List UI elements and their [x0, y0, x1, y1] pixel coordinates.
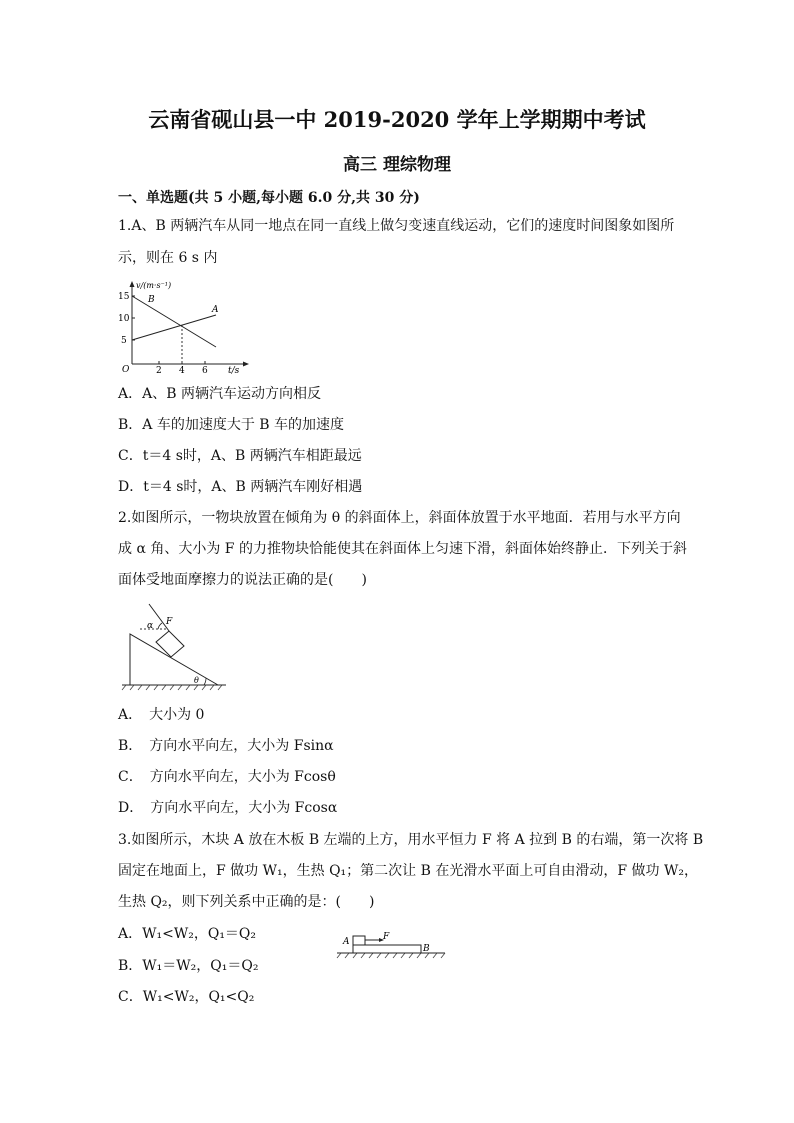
page-title: 云南省砚山县一中 2019-2020 学年上学期期中考试 — [148, 107, 646, 132]
q3-option-a: A．W₁<W₂，Q₁＝Q₂ — [118, 926, 257, 942]
q1-option-c: C．t＝4 s时，A、B 两辆汽车相距最远 — [118, 448, 362, 464]
graph-x-tick-6: 6 — [202, 366, 208, 375]
q3-stem-line2: 固定在地面上，F 做功 W₁，生热 Q₁；第二次让 B 在光滑水平面上可自由滑动，F 做功 W₂， — [118, 863, 698, 879]
graph-line-a — [132, 315, 216, 340]
q2-stem-line3: 面体受地面摩擦力的说法正确的是( ) — [118, 572, 367, 588]
force-f-label: F — [166, 617, 173, 627]
q2-option-b: B． 方向水平向左，大小为 Fsinα — [118, 738, 334, 754]
graph-label-a: A — [212, 305, 219, 315]
graph-line-b — [132, 296, 216, 347]
graph-y-arrow — [130, 281, 135, 287]
q2-stem-line1: 2.如图所示，一物块放置在倾角为 θ 的斜面体上，斜面体放置于水平地面．若用与水平方向 — [118, 510, 681, 526]
q3-stem-line1: 3.如图所示，木块 A 放在木板 B 左端的上方，用水平恒力 F 将 A 拉到 B 的右端，第一次将 B — [118, 832, 704, 848]
graph-y-tick-5: 5 — [121, 336, 127, 346]
q3-option-c: C．W₁<W₂，Q₁<Q₂ — [118, 989, 255, 1005]
section-heading: 一、单选题(共 5 小题,每小题 6.0 分,共 30 分) — [118, 190, 420, 206]
q1-stem-line1: 1.A、B 两辆汽车从同一地点在同一直线上做匀变速直线运动，它们的速度时间图象如图所 — [118, 218, 675, 234]
q2-option-c: C． 方向水平向左，大小为 Fcosθ — [118, 769, 336, 785]
angle-alpha-label: α — [147, 621, 154, 631]
graph-x-axis-label: t/s — [228, 366, 240, 375]
graph-y-tick-10: 10 — [118, 314, 130, 324]
graph-x-tick-2: 2 — [156, 366, 162, 375]
graph-label-b: B — [148, 295, 155, 305]
q2-option-a: A． 大小为 0 — [118, 707, 205, 723]
board-b — [353, 945, 421, 953]
q1-option-b: B．A 车的加速度大于 B 车的加速度 — [118, 417, 345, 433]
graph-y-tick-15: 15 — [118, 292, 130, 302]
q2-option-d: D． 方向水平向左，大小为 Fcosα — [118, 800, 338, 816]
graph-y-axis-label: v/(m·s⁻¹) — [136, 281, 172, 290]
sliding-block — [156, 631, 184, 657]
graph-x-tick-4: 4 — [179, 366, 185, 375]
force-f-label: F — [383, 932, 390, 942]
q3-option-b: B．W₁＝W₂，Q₁＝Q₂ — [118, 958, 259, 974]
graph-x-arrow — [243, 362, 249, 367]
page-subtitle: 高三 理综物理 — [343, 155, 451, 175]
q3-stem-line3: 生热 Q₂，则下列关系中正确的是：( ) — [118, 894, 375, 910]
q2-stem-line2: 成 α 角、大小为 F 的力推物块恰能使其在斜面体上匀速下滑，斜面体始终静止．下列关于斜 — [118, 541, 687, 557]
graph-origin-label: O — [122, 365, 130, 375]
q2-incline-figure — [118, 600, 230, 692]
q1-velocity-time-graph — [118, 280, 258, 375]
q1-stem-line2: 示，则在 6 s 内 — [118, 250, 218, 266]
block-a — [353, 936, 365, 945]
q1-option-d: D．t＝4 s时，A、B 两辆汽车刚好相遇 — [118, 479, 363, 495]
block-a-label: A — [343, 937, 350, 947]
q3-block-board-figure — [335, 928, 450, 960]
board-b-label: B — [423, 944, 430, 954]
angle-theta-label: θ — [194, 676, 199, 685]
q1-option-a: A．A、B 两辆汽车运动方向相反 — [118, 386, 321, 402]
